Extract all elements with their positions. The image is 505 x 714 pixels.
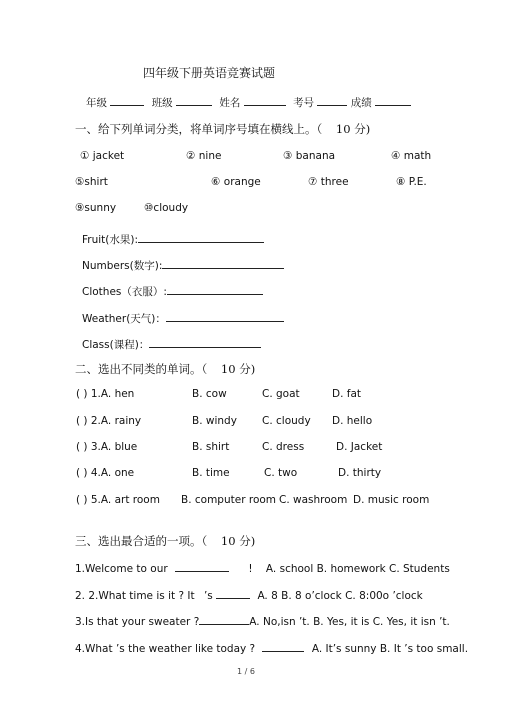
section1-heading-text: 一、给下列单词分类，将单词序号填在横线上。（	[75, 122, 323, 136]
class-label: 班级	[151, 97, 173, 109]
category-class: Class(课程)：	[82, 336, 261, 352]
s2-row-5: ( ) 5.A. art room	[76, 494, 160, 506]
q4-row: 4.What ’s the weather like today ? A. It’s sunny B. It ’s too small.	[75, 640, 468, 655]
q4-blank[interactable]	[262, 640, 304, 652]
word-item-5: ⑤shirt	[75, 176, 108, 188]
s2-row-3: ( ) 3.A. blue	[76, 441, 138, 453]
answer-paren[interactable]: ( )	[76, 441, 88, 453]
class-blank[interactable]	[176, 94, 212, 106]
answer-paren[interactable]: ( )	[76, 467, 88, 479]
s2-row-2-d: D. hello	[332, 415, 373, 427]
section3-score: 10 分)	[220, 534, 256, 548]
s2-row-5-c: C. washroom	[279, 494, 348, 506]
s2-row-2-c: C. cloudy	[262, 415, 311, 427]
answer-paren[interactable]: ( )	[76, 388, 88, 400]
word-item-1: ① jacket	[80, 150, 125, 162]
category-fruit: Fruit(水果):	[82, 231, 264, 247]
name-blank[interactable]	[244, 94, 286, 106]
q2-row: 2. 2.What time is it ? It ’s A. 8 B. 8 o’clock C. 8:00o ’clock	[75, 587, 423, 602]
class-answer-blank[interactable]	[149, 336, 261, 348]
s2-row-4-d: D. thirty	[338, 467, 382, 479]
q1-blank[interactable]	[175, 560, 229, 572]
section2-score: 10 分)	[220, 362, 256, 376]
weather-answer-blank[interactable]	[166, 310, 284, 322]
s2-row-3-b: B. shirt	[192, 441, 230, 453]
s2-row-3-d: D. Jacket	[336, 441, 383, 453]
s2-row-4: ( ) 4.A. one	[76, 467, 135, 479]
word-item-9: ⑨sunny	[75, 202, 117, 214]
category-numbers: Numbers(数字):	[82, 257, 284, 273]
grade-blank[interactable]	[110, 94, 144, 106]
clothes-answer-blank[interactable]	[167, 283, 263, 295]
section3-heading	[75, 533, 255, 549]
grade-label: 年级	[86, 97, 107, 109]
category-weather: Weather(天气)：	[82, 310, 284, 326]
s2-row-3-c: C. dress	[262, 441, 305, 453]
answer-paren[interactable]: ( )	[76, 415, 88, 427]
word-item-6: ⑥ orange	[211, 176, 261, 188]
s2-row-5-b: B. computer room	[181, 494, 277, 506]
exam-number-blank[interactable]	[317, 94, 347, 106]
q2-blank[interactable]	[216, 587, 250, 599]
s2-row-2: ( ) 2.A. rainy	[76, 415, 142, 427]
word-item-3: ③ banana	[283, 150, 336, 162]
s2-row-1-d: D. fat	[332, 388, 362, 400]
word-item-2: ② nine	[186, 150, 222, 162]
section3-heading-text: 三、选出最合适的一项。（	[75, 534, 208, 548]
q1-row: 1.Welcome to our ! A. school B. homework C. Students	[75, 560, 450, 575]
s2-row-5-d: D. music room	[353, 494, 430, 506]
word-item-10: ⑩cloudy	[144, 202, 189, 214]
section1-score: 10 分)	[335, 122, 371, 136]
section2-heading	[75, 361, 255, 377]
s2-row-1-b: B. cow	[192, 388, 227, 400]
category-clothes: Clothes（衣服）:	[82, 283, 263, 299]
word-item-8: ⑧ P.E.	[396, 176, 427, 188]
s2-row-4-c: C. two	[264, 467, 298, 479]
q3-row: 3.Is that your sweater ? A. No,isn ’t. B. Yes, it is C. Yes, it isn ’t.	[75, 613, 450, 628]
section1-heading	[75, 121, 370, 137]
exam-number-label: 考号	[293, 97, 315, 109]
page-title: 四年级下册英语竞赛试题	[143, 66, 276, 80]
word-item-7: ⑦ three	[308, 176, 349, 188]
s2-row-1: ( ) 1.A. hen	[76, 388, 135, 400]
name-label: 姓名	[219, 97, 241, 109]
info-line	[86, 94, 411, 110]
score-label: 成绩	[350, 97, 372, 109]
section2-heading-text: 二、选出不同类的单词。（	[75, 362, 208, 376]
page-number: 1 / 6	[237, 667, 255, 676]
answer-paren[interactable]: ( )	[76, 494, 88, 506]
q3-blank[interactable]	[199, 613, 249, 625]
word-item-4: ④ math	[391, 150, 432, 162]
fruit-answer-blank[interactable]	[138, 231, 264, 243]
s2-row-4-b: B. time	[192, 467, 230, 479]
numbers-answer-blank[interactable]	[162, 257, 284, 269]
score-blank[interactable]	[375, 94, 411, 106]
s2-row-2-b: B. windy	[192, 415, 237, 427]
s2-row-1-c: C. goat	[262, 388, 300, 400]
